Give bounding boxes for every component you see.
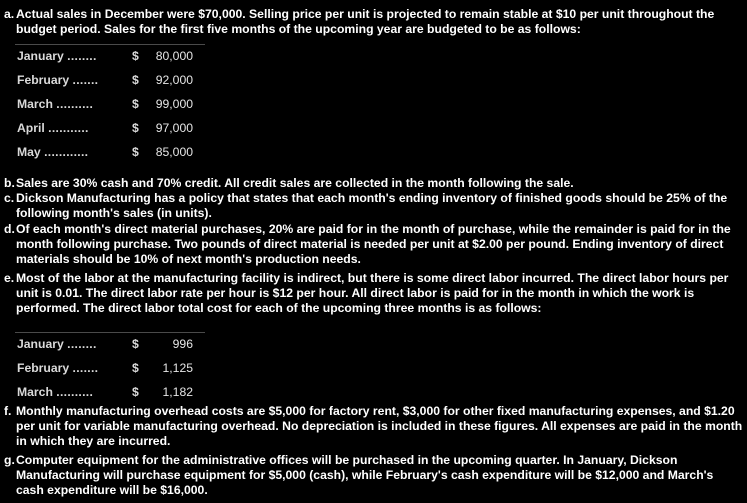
amount-value: 99,000 [155, 97, 193, 111]
item-text-b: Sales are 30% cash and 70% credit. All credit sales are collected in the month following the sale. [16, 176, 574, 190]
currency-symbol: $ [132, 385, 139, 399]
table-row [15, 381, 205, 405]
currency-symbol: $ [132, 121, 139, 135]
amount-value: 85,000 [155, 145, 193, 159]
month-label: February [17, 361, 70, 375]
table-row [15, 141, 205, 165]
amount-value: 1,182 [162, 385, 193, 399]
amount-value: 80,000 [155, 49, 193, 63]
amount-value: 996 [172, 337, 193, 351]
paragraph-e [4, 271, 744, 316]
item-text-d: Of each month's direct material purchases, 20% are paid for in the month of purchase, while the remainder is paid for in the month following purchase. Two pounds of direct material is needed per unit at $2.00 per pound. Ending inventory of direct materials should be 10% of next month's production needs. [16, 222, 731, 266]
paragraph-d [4, 222, 744, 267]
month-label: January [17, 49, 64, 63]
leader-dots: .......... [56, 97, 94, 111]
paragraph-c [4, 191, 744, 221]
month-label: February [17, 73, 70, 87]
item-text-c: Dickson Manufacturing has a policy that states that each month's ending inventory of finished goods should be 25% of the following month's sales (in units). [16, 191, 728, 220]
table-row [15, 69, 205, 93]
table-row [15, 357, 205, 381]
item-label-e: e. [4, 271, 15, 285]
direct-labor-table [15, 332, 205, 405]
month-label: May [17, 145, 41, 159]
table-row [15, 93, 205, 117]
paragraph-b [4, 176, 744, 191]
month-label: April [17, 121, 45, 135]
item-label-b: b. [4, 176, 15, 190]
item-text-g: Computer equipment for the administrative offices will be purchased in the upcoming quarter. In January, Dickson Manufacturing will purchase equipment for $5,000 (cash), while February's cash expenditure will be $12,000 and March's cash expenditure will be $16,000. [16, 453, 714, 497]
leader-dots: ........... [48, 121, 89, 135]
leader-dots: ............ [44, 145, 89, 159]
paragraph-g [4, 453, 744, 498]
sales-budget-table [15, 44, 205, 165]
month-label: March [17, 97, 53, 111]
item-label-a: a. [4, 7, 15, 21]
leader-dots: .......... [56, 385, 94, 399]
currency-symbol: $ [132, 145, 139, 159]
table-row [15, 45, 205, 69]
currency-symbol: $ [132, 337, 139, 351]
item-label-d: d. [4, 222, 15, 236]
month-label: January [17, 337, 64, 351]
currency-symbol: $ [132, 97, 139, 111]
leader-dots: ........ [67, 337, 97, 351]
table-row [15, 117, 205, 141]
currency-symbol: $ [132, 73, 139, 87]
item-text-f: Monthly manufacturing overhead costs are $5,000 for factory rent, $3,000 for other fixed manufacturing expenses, and $1.20 per unit for variable manufacturing overhead. No depreciation is included in these figures. All expenses are paid in the month in which they are incurred. [16, 404, 743, 448]
paragraph-f [4, 404, 744, 449]
amount-value: 1,125 [162, 361, 193, 375]
amount-value: 92,000 [155, 73, 193, 87]
paragraph-a [4, 7, 744, 37]
amount-value: 97,000 [155, 121, 193, 135]
item-label-g: g. [4, 453, 15, 467]
item-text-a: Actual sales in December were $70,000. Selling price per unit is projected to remain stable at $10 per unit throughout the budget period. Sales for the first five months of the upcoming year are budgeted to be as follows: [16, 7, 715, 36]
item-label-c: c. [4, 191, 15, 205]
item-label-f: f. [4, 404, 12, 418]
currency-symbol: $ [132, 49, 139, 63]
leader-dots: ....... [72, 361, 99, 375]
month-label: March [17, 385, 53, 399]
item-text-e: Most of the labor at the manufacturing facility is indirect, but there is some direct labor incurred. The direct labor hours per unit is 0.01. The direct labor rate per hour is $12 per hour. All direct labor is paid for in the month in which the work is performed. The direct labor total cost for each of the upcoming three months is as follows: [16, 271, 729, 315]
table-row [15, 333, 205, 357]
leader-dots: ....... [72, 73, 99, 87]
currency-symbol: $ [132, 361, 139, 375]
leader-dots: ........ [67, 49, 97, 63]
